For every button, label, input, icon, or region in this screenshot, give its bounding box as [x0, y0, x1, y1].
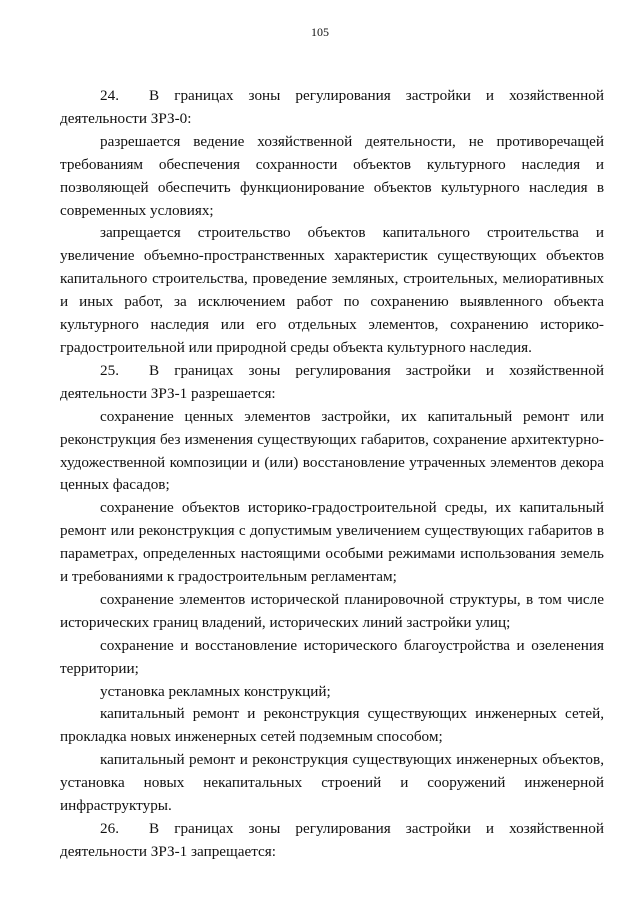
paragraph-25-heading: 25. В границах зоны регулирования застройки и хозяйственной деятельности ЗРЗ-1 разрешается: — [60, 361, 604, 402]
paragraph-prohibited-construction: запрещается строительство объектов капитального строительства и увеличение объемно-пространственных характеристик существующих объектов капитального строительства, проведение земляных, строительных, мелиоративных и иных работ, за исключением работ по сохранению выявленного объекта культурного наследия или его отдельных элементов, сохранению историко-градостроительной или природной среды объекта культурного наследия. — [60, 224, 604, 356]
page-number: 105 — [311, 25, 329, 39]
paragraph-26-heading: 26. В границах зоны регулирования застройки и хозяйственной деятельности ЗРЗ-1 запрещается: — [60, 820, 604, 860]
paragraph-historic-environment: сохранение объектов историко-градостроительной среды, их капитальный ремонт или реконструкция с допустимым увеличением существующих габаритов в параметрах, определенных настоящими особыми режимами использования земель и требованиями к градостроительным регламентам; — [60, 499, 604, 586]
paragraph-valuable-elements: сохранение ценных элементов застройки, их капитальный ремонт или реконструкция без изменения существующих габаритов, сохранение архитектурно-художественной композиции и (или) восстановление утраченных элементов декора ценных фасадов; — [60, 407, 604, 494]
paragraph-landscaping: сохранение и восстановление исторического благоустройства и озеленения территории; — [60, 636, 604, 677]
paragraph-utility-objects: капитальный ремонт и реконструкция существующих инженерных объектов, установка новых некапитальных строений и сооружений инженерной инфраструктуры. — [60, 751, 604, 815]
paragraph-utility-networks: капитальный ремонт и реконструкция существующих инженерных сетей, прокладка новых инженерных сетей подземным способом; — [60, 705, 604, 746]
paragraph-permitted-activity: разрешается ведение хозяйственной деятельности, не противоречащей требованиям обеспечения сохранности объектов культурного наследия и позволяющей обеспечить функционирование объектов культурного наследия в современных условиях; — [60, 132, 604, 219]
document-body — [60, 85, 604, 864]
paragraph-advertising: установка рекламных конструкций; — [100, 682, 331, 700]
paragraph-24-heading: 24. В границах зоны регулирования застройки и хозяйственной деятельности ЗРЗ-0: — [60, 87, 604, 127]
paragraph-planning-structure: сохранение элементов исторической планировочной структуры, в том числе исторических границ владений, исторических линий застройки улиц; — [60, 590, 604, 631]
